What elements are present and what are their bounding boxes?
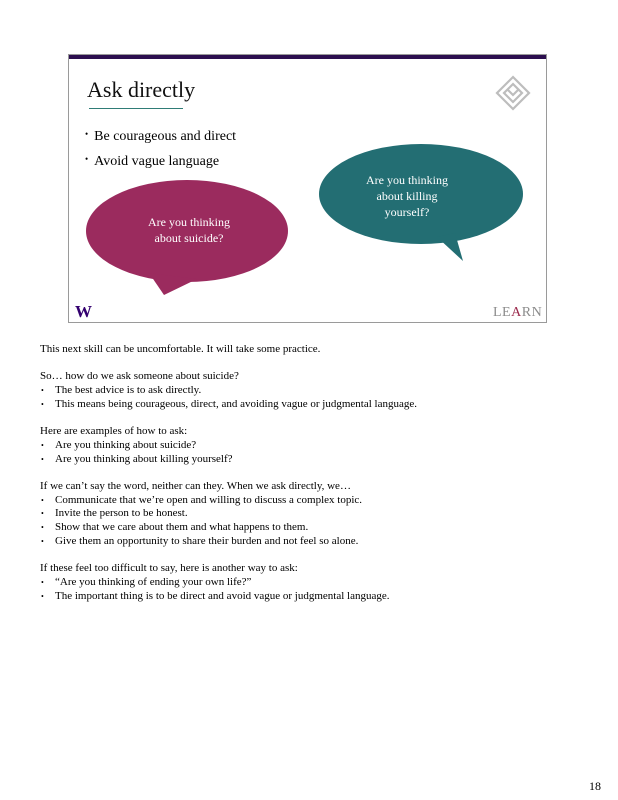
page-number: 18: [589, 779, 601, 793]
notes-bullet: • Invite the person to be honest.: [41, 507, 188, 520]
notes-bullet: • Communicate that we’re open and willing to discuss a complex topic.: [41, 493, 363, 506]
slide-thumbnail: [68, 54, 547, 323]
learn-logo: LEARN: [493, 305, 543, 320]
notes-bullet: • Show that we care about them and what happens to them.: [41, 521, 309, 534]
uw-logo: W: [75, 302, 92, 321]
slide-bullet: • Avoid vague language: [85, 154, 220, 169]
notes-bullet: • Give them an opportunity to share their burden and not feel so alone.: [41, 534, 359, 547]
notes-bullet: • “Are you thinking of ending your own life?”: [41, 575, 252, 588]
notes-bullet: • The best advice is to ask directly.: [41, 384, 202, 397]
notes-heading: If we can’t say the word, neither can they. When we ask directly, we…: [40, 479, 351, 492]
speaker-notes: [40, 343, 600, 603]
bubble-right-text: Are you thinking about killing yourself?: [366, 173, 448, 219]
notes-heading: Here are examples of how to ask:: [40, 425, 188, 438]
slide-bullet: • Be courageous and direct: [85, 129, 237, 144]
notes-heading: If these feel too difficult to say, here is another way to ask:: [40, 562, 298, 575]
notes-bullet: • Are you thinking about suicide?: [41, 438, 197, 451]
bubble-left-text: Are you thinking about suicide?: [148, 215, 230, 245]
notes-bullet: • The important thing is to be direct and avoid vague or judgmental language.: [41, 589, 390, 602]
slide-title: Ask directly: [87, 77, 196, 102]
speech-bubbles: [69, 55, 548, 324]
notes-bullet: • Are you thinking about killing yourself?: [41, 452, 233, 465]
notes-bullet: • This means being courageous, direct, and avoiding vague or judgmental language.: [41, 397, 417, 410]
notes-heading: So… how do we ask someone about suicide?: [40, 370, 239, 383]
notes-intro: This next skill can be uncomfortable. It will take some practice.: [40, 343, 321, 355]
